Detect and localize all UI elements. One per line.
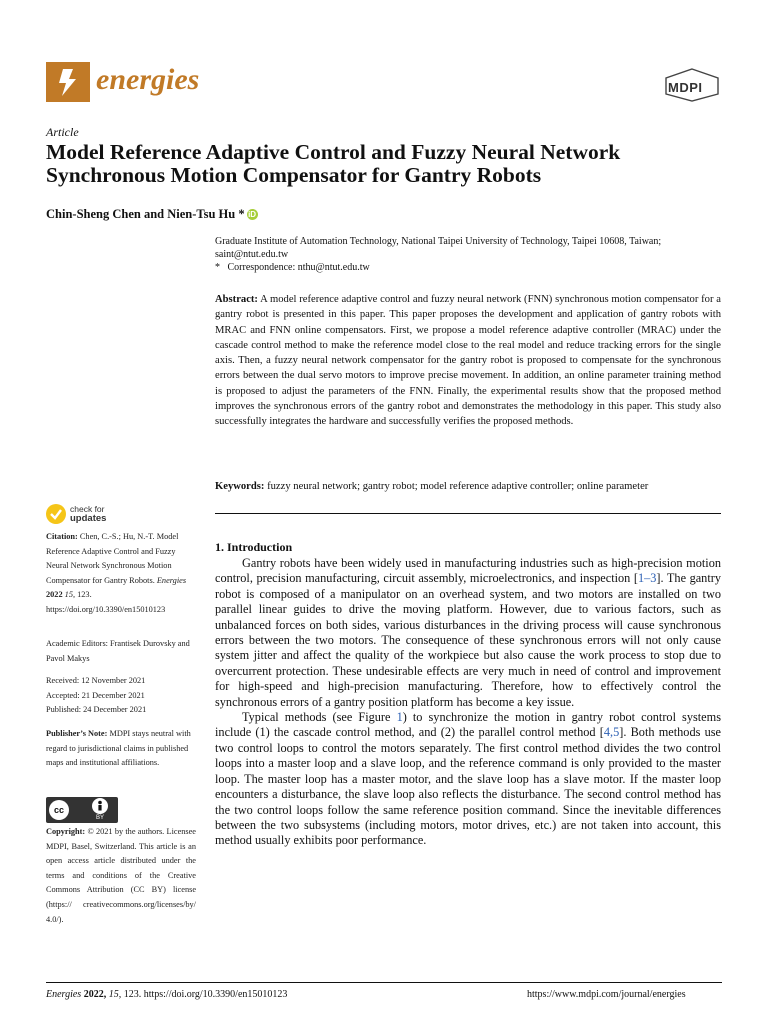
paragraph [215,710,721,849]
journal-name[interactable]: energies [96,63,200,96]
cc-by-label: BY [96,815,105,821]
lightning-icon [46,62,90,102]
copyright-label: Copyright: [46,827,86,836]
footer-year: 2022, [83,989,107,1000]
citation-link[interactable]: 4,5 [603,725,620,740]
paragraph [215,556,721,710]
footer-volume: 15, [108,989,122,1000]
author-names: Chin-Sheng Chen and Nien-Tsu Hu * [46,207,245,221]
keywords-label: Keywords: [215,481,265,492]
checkmark-icon [46,504,66,524]
figure-link[interactable]: 1 [396,710,403,725]
footer-journal: Energies [46,989,82,1000]
note-text: MDPI stays neutral with regard to jurisdictional claims in published maps and institutional affiliations. [46,729,191,768]
divider [215,513,721,514]
citation-label: Citation: [46,532,78,541]
journal-url[interactable]: https://www.mdpi.com/journal/energies [527,989,686,1000]
check-label: check for [70,504,105,514]
journal-logo [46,62,90,102]
affiliation-email: saint@ntut.edu.tw [215,249,289,260]
publisher-note [46,727,196,771]
note-label: Publisher’s Note: [46,729,108,738]
citation-volume: 15, [64,590,76,600]
abstract [215,292,721,430]
affiliation [215,235,725,274]
text-run: Typical methods (see Figure [242,710,397,725]
citation-block [46,530,196,618]
citation-year: 2022 [46,590,63,600]
updates-label: updates [70,513,107,524]
footer-divider [46,982,722,983]
correspondence: * Correspondence: nthu@ntut.edu.tw [215,262,370,273]
footer-citation [46,989,287,1000]
copyright-block [46,825,196,927]
check-updates-icon[interactable] [46,504,66,524]
accepted-date: Accepted: 21 December 2021 [46,690,145,700]
check-updates-link[interactable] [70,505,106,523]
cc-icon: cc [49,800,69,820]
abstract-text: A model reference adaptive control and fuzzy neural network (FNN) synchronous motion compensator for a gantry robot is presented in this paper. This paper proposes the development and application of gantry robots with MRAC and FNN online compensators. First, we propose a model reference adaptive controller (MRAC) under the cascade control method to make the reference model close to the real model and reduce tracking errors for the single axis. Then, a fuzzy neural network compensator for the gantry robot is proposed to compensate for the synchronous errors between the dual servo motors to improve precise movement. In addition, an online parameter training method is proposed to adjust the parameters of the FNN. Finally, the experimental results show that the proposed method improves the synchronous errors of the gantry robot and demonstrates the methodology in this paper. This study also successfully integrates the hardware and successfully verifies the proposed methods. [215,294,721,428]
cc-license-badge[interactable] [46,797,118,823]
publisher-name: MDPI [668,80,703,95]
abstract-label: Abstract: [215,294,258,305]
keywords [215,480,721,494]
attribution-icon [92,798,108,814]
citation-doi[interactable]: 123. https://doi.org/10.3390/en15010123 [46,590,166,614]
affiliation-line: Graduate Institute of Automation Technology, National Taipei University of Technology, Taipei 10608, Taiwan; [215,236,662,247]
section-title: 1. Introduction [215,540,293,554]
citation-journal: Energies [156,575,187,585]
footer-doi[interactable]: 123. https://doi.org/10.3390/en15010123 [123,989,288,1000]
academic-editors: Academic Editors: Frantisek Durovsky and Pavol Makys [46,639,190,663]
article-title: Model Reference Adaptive Control and Fuzzy Neural Network Synchronous Motion Compensator for Gantry Robots [46,140,621,187]
citation-link[interactable]: 1–3 [637,571,657,586]
dates-block [46,674,196,718]
citation-text: Chen, C.-S.; Hu, N.-T. Model Reference Adaptive Control and Fuzzy Neural Network Synchronous Motion Compensator for Gantry Robots. [46,532,179,585]
text-run: ]. The gantry robot is composed of a manipulator on an overhead system, and two motors are installed on two parallel linear guides to drive the moving platform. However, due to various factors, such as unbalanced forces on both sides, various disturbances in the driving process will cause synchronous errors between the two motors. The consequence of these synchronous errors will not only cause system jitter and affect the quality of the workpiece but also cause the work process to stop due to overcurrent protection. These undesirable effects are very much in need of control and improvement for high-speed and high-precision manufacturing. Therefore, how to effectively control the synchronous errors of a gantry position platform has become a key issue. [215,571,721,709]
received-date: Received: 12 November 2021 [46,676,146,685]
person-icon [92,798,108,814]
text-run: ) to synchronize the motion in gantry robot control systems include (1) the cascade control method, and (2) the parallel control method [ [215,710,721,740]
keywords-text: fuzzy neural network; gantry robot; model reference adaptive controller; online parameter [267,481,649,492]
body-text [215,556,721,849]
orcid-icon[interactable]: iD [248,210,257,219]
text-run: ]. Both methods use two control loops to control the motors separately. The first control method divides the two control loops into a master loop and a slave loop, and the reference command is only provided to the master loop. The master loop has a master motor, and the slave loop has a slave motor. If the master loop encounters a disturbance, the slave loop also reflects the disturbance. The second control method has the two control loops follow the same reference position command. Since the inevitable differences between the two subsystems (including motors, motor drives, etc.) are not taken into account, this method usually exhibits poor performance. [215,725,721,848]
article-type: Article [46,125,79,139]
published-date: Published: 24 December 2021 [46,705,147,715]
authors [46,207,258,222]
text-run: Gantry robots have been widely used in manufacturing industries such as high-precision motion control, precision manufacturing, circuit assembly, microelectronics, and inspection [ [215,556,721,586]
copyright-text: © 2021 by the authors. Licensee MDPI, Basel, Switzerland. This article is an open access article distributed under the terms and conditions of the Creative Commons Attribution (CC BY) license (https:// creativecommons.org/licenses/by/ 4.0/). [46,827,196,924]
